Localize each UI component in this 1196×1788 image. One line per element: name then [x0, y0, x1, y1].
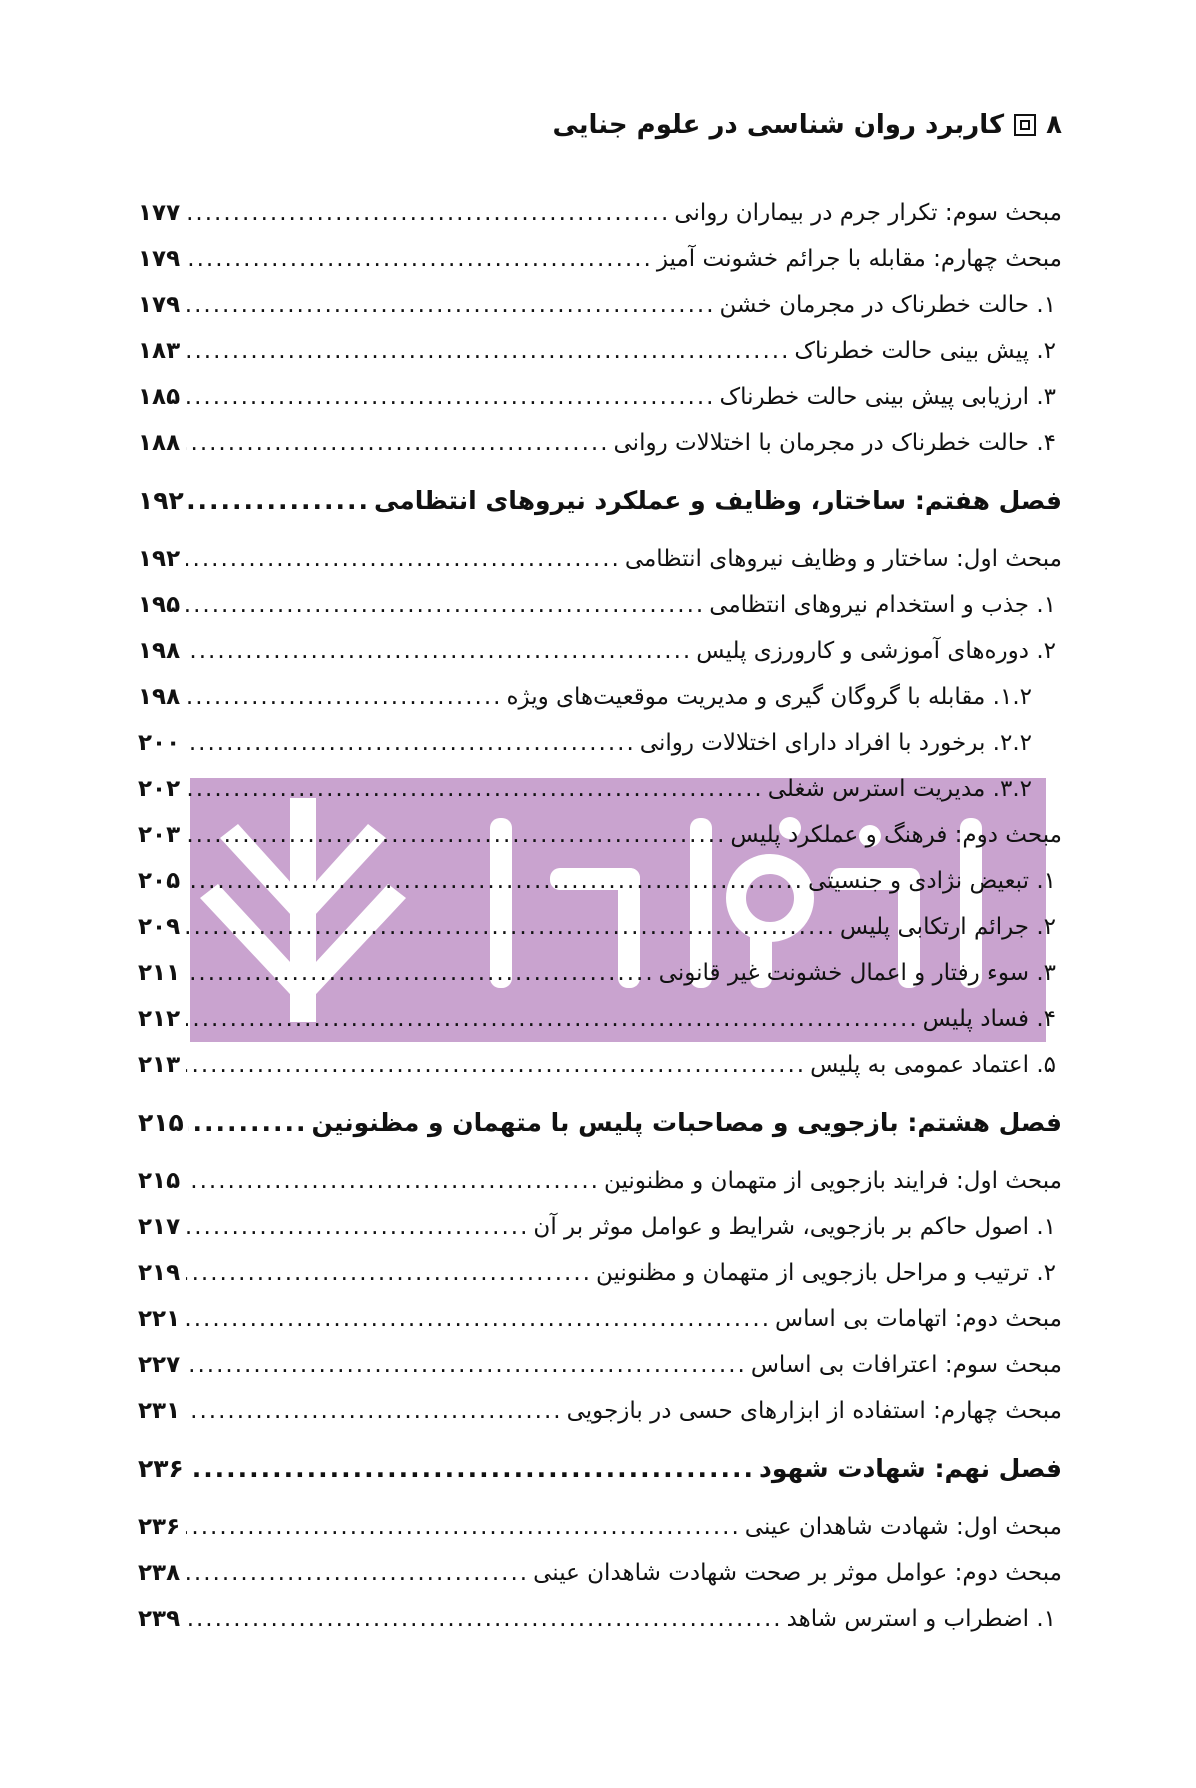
toc-entry-title: مبحث دوم: عوامل موثر بر صحت شهادت شاهدان عینی — [533, 1560, 1062, 1586]
toc-page-number: ۲۱۳ — [138, 1052, 181, 1078]
dot-leader — [186, 1250, 592, 1296]
toc-entry-row[interactable] — [138, 1596, 1062, 1642]
toc-page-number: ۲۱۵ — [138, 1108, 184, 1137]
header-page-number: ۸ — [1046, 110, 1062, 140]
dot-leader — [186, 950, 655, 996]
toc-chapter-row[interactable] — [138, 470, 1062, 532]
toc-page-number: ۱۷۹ — [138, 292, 181, 318]
toc-entry-title: فصل هشتم: بازجویی و مصاحبات پلیس با متهمان و مظنونین — [311, 1108, 1062, 1137]
toc-page-number: ۱۸۸ — [138, 430, 181, 456]
dot-leader — [186, 1204, 529, 1250]
toc-entry-title: مبحث اول: شهادت شاهدان عینی — [744, 1514, 1062, 1540]
toc-entry-title: ۲.۲. برخورد با افراد دارای اختلالات روانی — [639, 730, 1032, 756]
toc-entry-row[interactable] — [138, 328, 1062, 374]
toc-entry-title: ۳. سوء رفتار و اعمال خشونت غیر قانونی — [658, 960, 1056, 986]
toc-page-number: ۲۱۹ — [138, 1260, 181, 1286]
toc-entry-row[interactable] — [138, 904, 1062, 950]
toc-entry-row[interactable] — [138, 674, 1062, 720]
toc-page-number: ۲۳۸ — [138, 1560, 181, 1586]
toc-chapter-row[interactable] — [138, 1438, 1062, 1500]
dot-leader — [186, 1596, 783, 1642]
toc-entry-row[interactable] — [138, 720, 1062, 766]
dot-leader — [186, 536, 621, 582]
toc-page-number: ۲۱۵ — [138, 1168, 181, 1194]
dot-leader — [186, 1158, 600, 1204]
toc-page-number: ۱۸۵ — [138, 384, 181, 410]
dot-leader — [186, 1504, 741, 1550]
toc-entry-row[interactable] — [138, 950, 1062, 996]
toc-entry-title: مبحث دوم: فرهنگ و عملکرد پلیس — [730, 822, 1062, 848]
toc-page-number: ۲۲۷ — [138, 1352, 181, 1378]
dot-leader — [188, 1092, 308, 1154]
toc-entry-title: مبحث چهارم: مقابله با جرائم خشونت آمیز — [656, 246, 1062, 272]
toc-page-number: ۱۹۸ — [138, 638, 181, 664]
toc-page-number: ۱۸۳ — [138, 338, 181, 364]
dot-leader — [186, 996, 919, 1042]
toc-entry-title: ۱. اضطراب و استرس شاهد — [786, 1606, 1056, 1632]
toc-entry-title: ۲. دوره‌های آموزشی و کارورزی پلیس — [696, 638, 1056, 664]
toc-entry-title: ۲. ترتیب و مراحل بازجویی از متهمان و مظنونین — [595, 1260, 1056, 1286]
toc-page-number: ۲۰۲ — [138, 776, 181, 802]
dot-leader — [188, 470, 370, 532]
toc-entry-row[interactable] — [138, 1342, 1062, 1388]
dot-leader — [186, 720, 636, 766]
toc-entry-row[interactable] — [138, 1296, 1062, 1342]
toc-entry-row[interactable] — [138, 282, 1062, 328]
toc-chapter-row[interactable] — [138, 1092, 1062, 1154]
dot-leader — [186, 766, 764, 812]
dot-leader — [186, 1550, 529, 1596]
toc-entry-row[interactable] — [138, 1550, 1062, 1596]
toc-page-number: ۲۱۷ — [138, 1214, 181, 1240]
toc-page-number: ۲۲۱ — [138, 1306, 181, 1332]
running-header — [552, 110, 1062, 140]
dot-leader — [186, 812, 726, 858]
toc-entry-title: ۴. حالت خطرناک در مجرمان با اختلالات روانی — [613, 430, 1056, 456]
dot-leader — [188, 1438, 755, 1500]
dot-leader — [186, 904, 836, 950]
dot-leader — [186, 190, 670, 236]
dot-leader — [186, 582, 705, 628]
toc-entry-row[interactable] — [138, 766, 1062, 812]
toc-entry-title: ۱. اصول حاکم بر بازجویی، شرایط و عوامل موثر بر آن — [533, 1214, 1056, 1240]
toc-entry-row[interactable] — [138, 374, 1062, 420]
toc-entry-row[interactable] — [138, 628, 1062, 674]
toc-entry-row[interactable] — [138, 190, 1062, 236]
toc-page-number: ۱۹۵ — [138, 592, 181, 618]
toc-entry-row[interactable] — [138, 1042, 1062, 1088]
toc-entry-title: ۲. جرائم ارتکابی پلیس — [839, 914, 1056, 940]
toc-entry-row[interactable] — [138, 1250, 1062, 1296]
toc-entry-row[interactable] — [138, 996, 1062, 1042]
header-book-title: کاربرد روان شناسی در علوم جنایی — [552, 110, 1005, 140]
toc-entry-row[interactable] — [138, 1158, 1062, 1204]
dot-leader — [186, 1388, 563, 1434]
dot-leader — [186, 374, 715, 420]
toc-entry-row[interactable] — [138, 536, 1062, 582]
toc-entry-title: ۵. اعتماد عمومی به پلیس — [810, 1052, 1056, 1078]
toc-entry-title: مبحث اول: ساختار و وظایف نیروهای انتظامی — [624, 546, 1062, 572]
dot-leader — [186, 420, 610, 466]
toc-page-number: ۲۱۱ — [138, 960, 181, 986]
toc-entry-title: ۳.۲. مدیریت استرس شغلی — [767, 776, 1032, 802]
toc-page-number: ۲۳۶ — [138, 1454, 184, 1483]
toc-entry-row[interactable] — [138, 1504, 1062, 1550]
toc-page-number: ۲۱۲ — [138, 1006, 181, 1032]
dot-leader — [186, 328, 790, 374]
toc-entry-row[interactable] — [138, 1388, 1062, 1434]
toc-entry-title: ۲. پیش بینی حالت خطرناک — [794, 338, 1056, 364]
dot-leader — [186, 628, 692, 674]
toc-entry-title: فصل هفتم: ساختار، وظایف و عملکرد نیروهای انتظامی — [374, 486, 1062, 515]
toc-entry-title: ۱. جذب و استخدام نیروهای انتظامی — [709, 592, 1056, 618]
dot-leader — [186, 282, 716, 328]
dot-leader — [186, 1042, 806, 1088]
toc-entry-row[interactable] — [138, 236, 1062, 282]
toc-page-number: ۱۷۷ — [138, 200, 181, 226]
toc-entry-row[interactable] — [138, 582, 1062, 628]
toc-entry-row[interactable] — [138, 812, 1062, 858]
toc-entry-title: ۱. حالت خطرناک در مجرمان خشن — [719, 292, 1056, 318]
toc-entry-title: مبحث دوم: اتهامات بی اساس — [775, 1306, 1062, 1332]
dot-leader — [186, 1296, 771, 1342]
toc-entry-title: ۳. ارزیابی پیش بینی حالت خطرناک — [719, 384, 1056, 410]
toc-page-number: ۱۹۸ — [138, 684, 181, 710]
dot-leader — [186, 1342, 747, 1388]
toc-page-number: ۱۹۲ — [138, 546, 181, 572]
toc-page-number: ۱۹۲ — [138, 486, 184, 515]
toc-entry-title: فصل نهم: شهادت شهود — [759, 1454, 1062, 1483]
toc-entry-title: مبحث سوم: اعترافات بی اساس — [750, 1352, 1062, 1378]
toc-page-number: ۲۳۶ — [138, 1514, 181, 1540]
toc-entry-title: مبحث اول: فرایند بازجویی از متهمان و مظنونین — [603, 1168, 1062, 1194]
square-ornament-icon — [1014, 114, 1036, 136]
toc-entry-title: ۱. تبعیض نژادی و جنسیتی — [807, 868, 1056, 894]
toc-entry-row[interactable] — [138, 858, 1062, 904]
toc-entry-title: ۱.۲. مقابله با گروگان گیری و مدیریت موقعیت‌های ویژه — [506, 684, 1032, 710]
dot-leader — [186, 236, 653, 282]
table-of-contents — [138, 190, 1062, 1642]
toc-page-number: ۲۰۹ — [138, 914, 181, 940]
dot-leader — [186, 858, 804, 904]
toc-page-number: ۲۰۰ — [138, 730, 181, 756]
toc-entry-row[interactable] — [138, 1204, 1062, 1250]
toc-entry-title: مبحث چهارم: استفاده از ابزارهای حسی در بازجویی — [566, 1398, 1062, 1424]
toc-page-number: ۲۰۳ — [138, 822, 181, 848]
toc-entry-title: مبحث سوم: تکرار جرم در بیماران روانی — [674, 200, 1062, 226]
toc-page-number: ۲۳۹ — [138, 1606, 181, 1632]
toc-entry-title: ۴. فساد پلیس — [922, 1006, 1056, 1032]
toc-page-number: ۱۷۹ — [138, 246, 181, 272]
dot-leader — [186, 674, 502, 720]
toc-entry-row[interactable] — [138, 420, 1062, 466]
toc-page-number: ۲۳۱ — [138, 1398, 181, 1424]
toc-page-number: ۲۰۵ — [138, 868, 181, 894]
